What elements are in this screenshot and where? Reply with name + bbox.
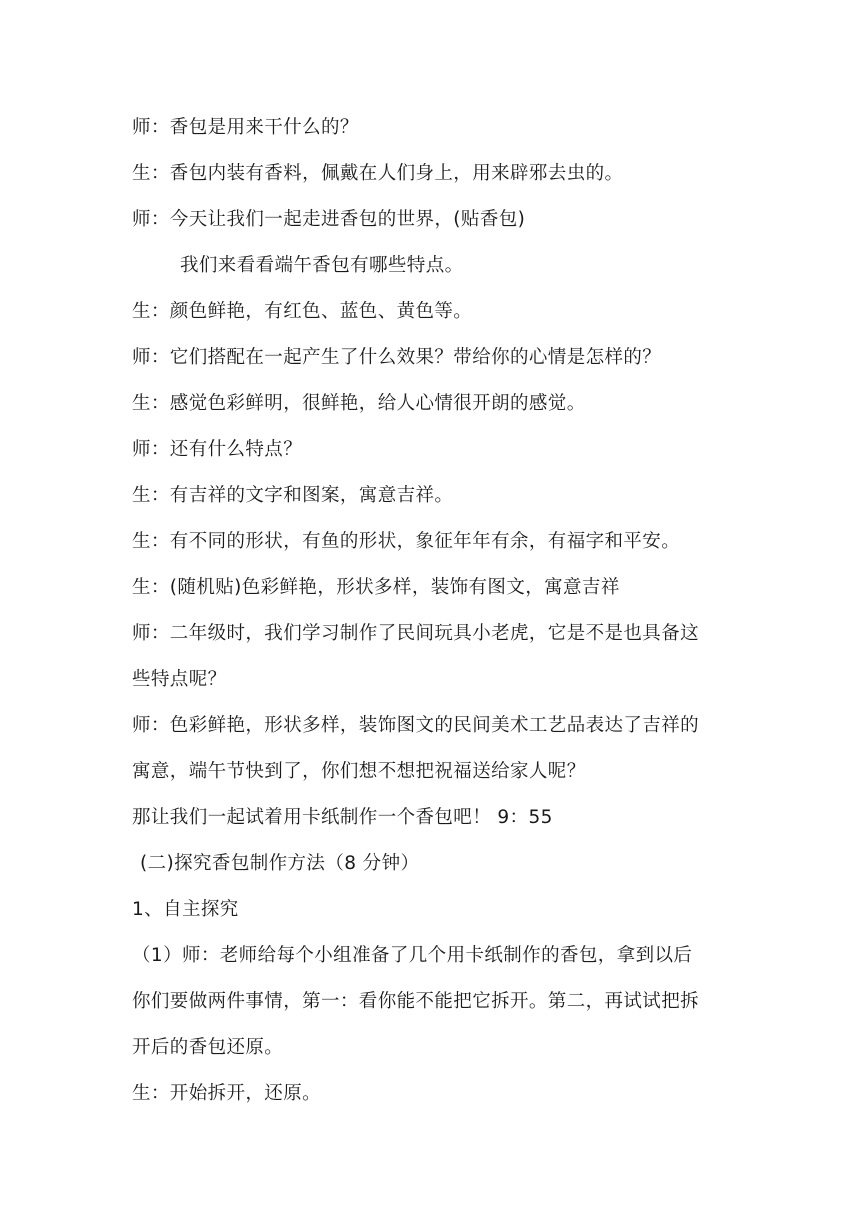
section-heading: (二)探究香包制作方法（8 分钟）	[140, 853, 420, 874]
dialogue-line: 生：感觉色彩鲜明，很鲜艳，给人心情很开朗的感觉。	[132, 393, 586, 414]
dialogue-line: 师：还有什么特点？	[132, 439, 303, 460]
subsection-heading: 1、自主探究	[132, 899, 239, 920]
dialogue-line: 生：有不同的形状，有鱼的形状，象征年年有余，有福字和平安。	[132, 531, 681, 552]
dialogue-line: 生：(随机贴)色彩鲜艳，形状多样，装饰有图文，寓意吉祥	[132, 577, 620, 598]
dialogue-line: 师：色彩鲜艳，形状多样，装饰图文的民间美术工艺品表达了吉祥的	[132, 715, 700, 736]
dialogue-line: 开后的香包还原。	[132, 1037, 284, 1058]
dialogue-line: （1）师：老师给每个小组准备了几个用卡纸制作的香包，拿到以后	[132, 945, 693, 966]
dialogue-line: 生：有吉祥的文字和图案，寓意吉祥。	[132, 485, 454, 506]
dialogue-line: 生：颜色鲜艳，有红色、蓝色、黄色等。	[132, 301, 473, 322]
dialogue-line: 些特点呢？	[132, 669, 227, 690]
dialogue-line: 师：香包是用来干什么的？	[132, 117, 359, 138]
dialogue-line: 寓意，端午节快到了，你们想不想把祝福送给家人呢？	[132, 761, 586, 782]
document-body	[132, 112, 732, 1124]
dialogue-line: 那让我们一起试着用卡纸制作一个香包吧！ 9：55	[132, 807, 553, 828]
dialogue-line: 师：今天让我们一起走进香包的世界，(贴香包)	[132, 209, 526, 230]
dialogue-line: 师：二年级时，我们学习制作了民间玩具小老虎，它是不是也具备这	[132, 623, 700, 644]
dialogue-line: 师：它们搭配在一起产生了什么效果？带给你的心情是怎样的？	[132, 347, 662, 368]
dialogue-line: 生：香包内装有香料，佩戴在人们身上，用来辟邪去虫的。	[132, 163, 624, 184]
dialogue-line: 你们要做两件事情，第一：看你能不能把它拆开。第二，再试试把拆	[132, 991, 700, 1012]
dialogue-line: 生：开始拆开，还原。	[132, 1083, 322, 1104]
dialogue-line: 我们来看看端午香包有哪些特点。	[180, 255, 464, 276]
